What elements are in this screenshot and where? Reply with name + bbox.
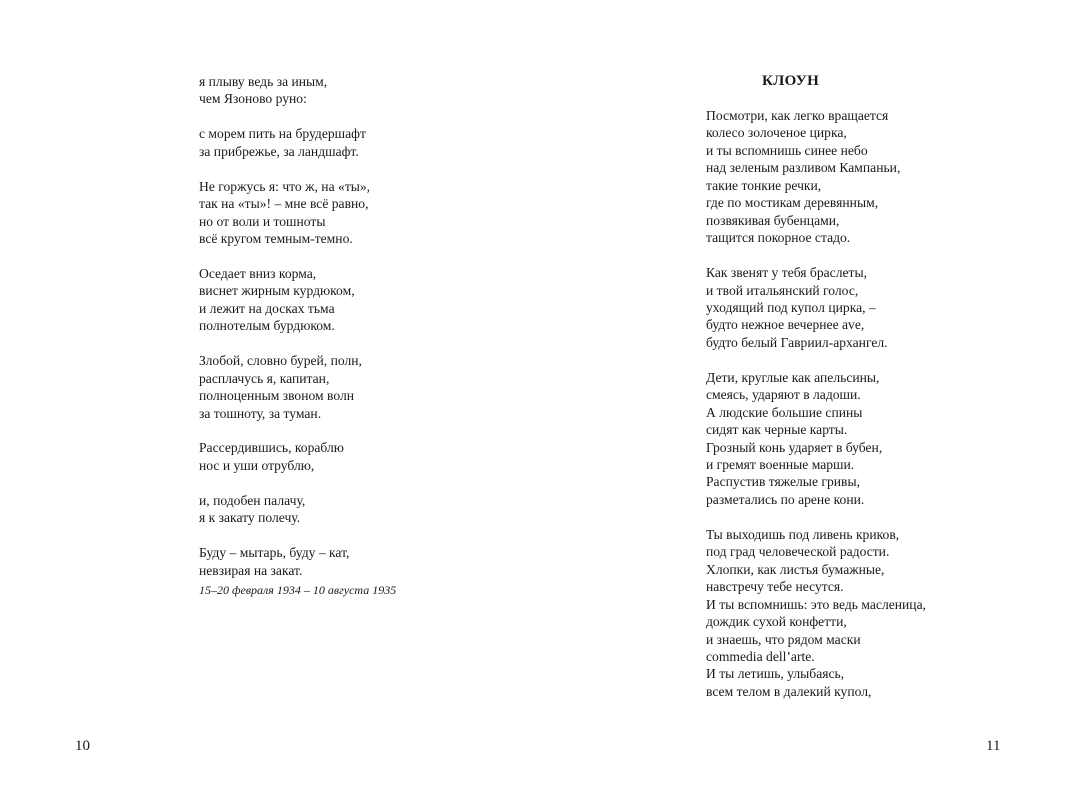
poem-line: Дети, круглые как апельсины,: [706, 369, 880, 385]
poem-line: виснет жирным курдюком,: [199, 283, 355, 299]
page-number: 11: [986, 738, 1001, 754]
poem-line: Как звенят у тебя браслеты,: [706, 265, 868, 281]
poem-line: Ты выходишь под ливень криков,: [706, 526, 900, 542]
page-number: 10: [75, 738, 90, 754]
poem-line: Злобой, словно бурей, полн,: [199, 353, 362, 369]
poem-title-text: КЛОУН: [762, 73, 820, 89]
poem-line: Распустив тяжелые гривы,: [706, 474, 860, 490]
stanza: [199, 73, 519, 108]
poem-line: всё кругом темным-темно.: [199, 231, 353, 247]
poem-line: и лежит на досках тьма: [199, 300, 335, 316]
poem-line: разметались по арене кони.: [706, 491, 865, 507]
poem-line: с морем пить на брудершафт: [199, 126, 366, 142]
stanza: [199, 492, 519, 527]
poem-continuation: [199, 73, 519, 598]
poem-line: но от воли и тошноты: [199, 213, 326, 229]
poem-line: за тошноту, за туман.: [199, 405, 322, 421]
poem-line: невзирая на закат.: [199, 562, 303, 578]
poem-line: Рассердившись, кораблю: [199, 440, 344, 456]
poem-line: и твой итальянский голос,: [706, 282, 859, 298]
right-page: [537, 0, 1074, 800]
stanza: [706, 264, 1046, 351]
poem-line: И ты летишь, улыбаясь,: [706, 666, 845, 682]
poem-line: сидят как черные карты.: [706, 422, 848, 438]
stanza: [199, 125, 519, 160]
poem-line: под град человеческой радости.: [706, 544, 890, 560]
poem-line: чем Язоново руно:: [199, 91, 307, 107]
poem-line: Посмотри, как легко вращается: [706, 108, 889, 123]
poem-line: А людские большие спины: [706, 404, 863, 420]
poem-line: Хлопки, как листья бумажные,: [706, 561, 885, 577]
stanza: [199, 265, 519, 335]
stanza: [199, 439, 519, 474]
poem-line: так на «ты»! – мне всё равно,: [199, 196, 369, 212]
poem-line: будто белый Гавриил-архангел.: [706, 334, 888, 350]
poem-line: такие тонкие речки,: [706, 177, 822, 193]
poem-line: и ты вспомнишь синее небо: [706, 142, 868, 158]
poem-line: всем телом в далекий купол,: [706, 683, 872, 699]
poem-line: уходящий под купол цирка, –: [706, 299, 876, 315]
stanza: [199, 178, 519, 248]
stanza: [706, 107, 1046, 247]
poem-line: где по мостикам деревянным,: [706, 195, 879, 211]
poem-line: над зеленым разливом Кампаньи,: [706, 160, 901, 176]
poem-line: Грозный конь ударяет в бубен,: [706, 439, 883, 455]
poem-line: я плыву ведь за иным,: [199, 74, 328, 89]
stanza: [706, 369, 1046, 509]
poem-line: и гремят военные марши.: [706, 457, 855, 473]
poem-line: навстречу тебе несутся.: [706, 579, 844, 595]
poem-line: Не горжусь я: что ж, на «ты»,: [199, 178, 371, 194]
poem-date: 15–20 февраля 1934 – 10 августа 1935: [199, 583, 397, 598]
poem-line: будто нежное вечернее ave,: [706, 317, 865, 333]
poem-clown: [706, 107, 1046, 700]
poem-line: commedia dell’arte.: [706, 649, 815, 664]
poem-line: И ты вспомнишь: это ведь масленица,: [706, 596, 927, 612]
poem-line: полноценным звоном волн: [199, 388, 355, 404]
poem-line: нос и уши отрублю,: [199, 457, 315, 473]
poem-line: и, подобен палачу,: [199, 492, 306, 508]
poem-line: полнотелым бурдюком.: [199, 318, 335, 334]
poem-line: тащится покорное стадо.: [706, 230, 851, 246]
poem-line: Оседает вниз корма,: [199, 265, 317, 281]
poem-line: я к закату полечу.: [199, 510, 301, 526]
poem-line: Буду – мытарь, буду – кат,: [199, 545, 350, 561]
poem-line: дождик сухой конфетти,: [706, 614, 847, 630]
poem-line: за прибрежье, за ландшафт.: [199, 143, 359, 159]
poem-line: позвякивая бубенцами,: [706, 212, 840, 228]
poem-line: смеясь, ударяют в ладоши.: [706, 387, 861, 403]
poem-line: и знаешь, что рядом маски: [706, 631, 861, 647]
stanza: [199, 352, 519, 422]
poem-line: колесо золоченое цирка,: [706, 125, 847, 141]
stanza: [199, 544, 519, 598]
poem-line: расплачусь я, капитан,: [199, 370, 330, 386]
stanza: [706, 526, 1046, 701]
